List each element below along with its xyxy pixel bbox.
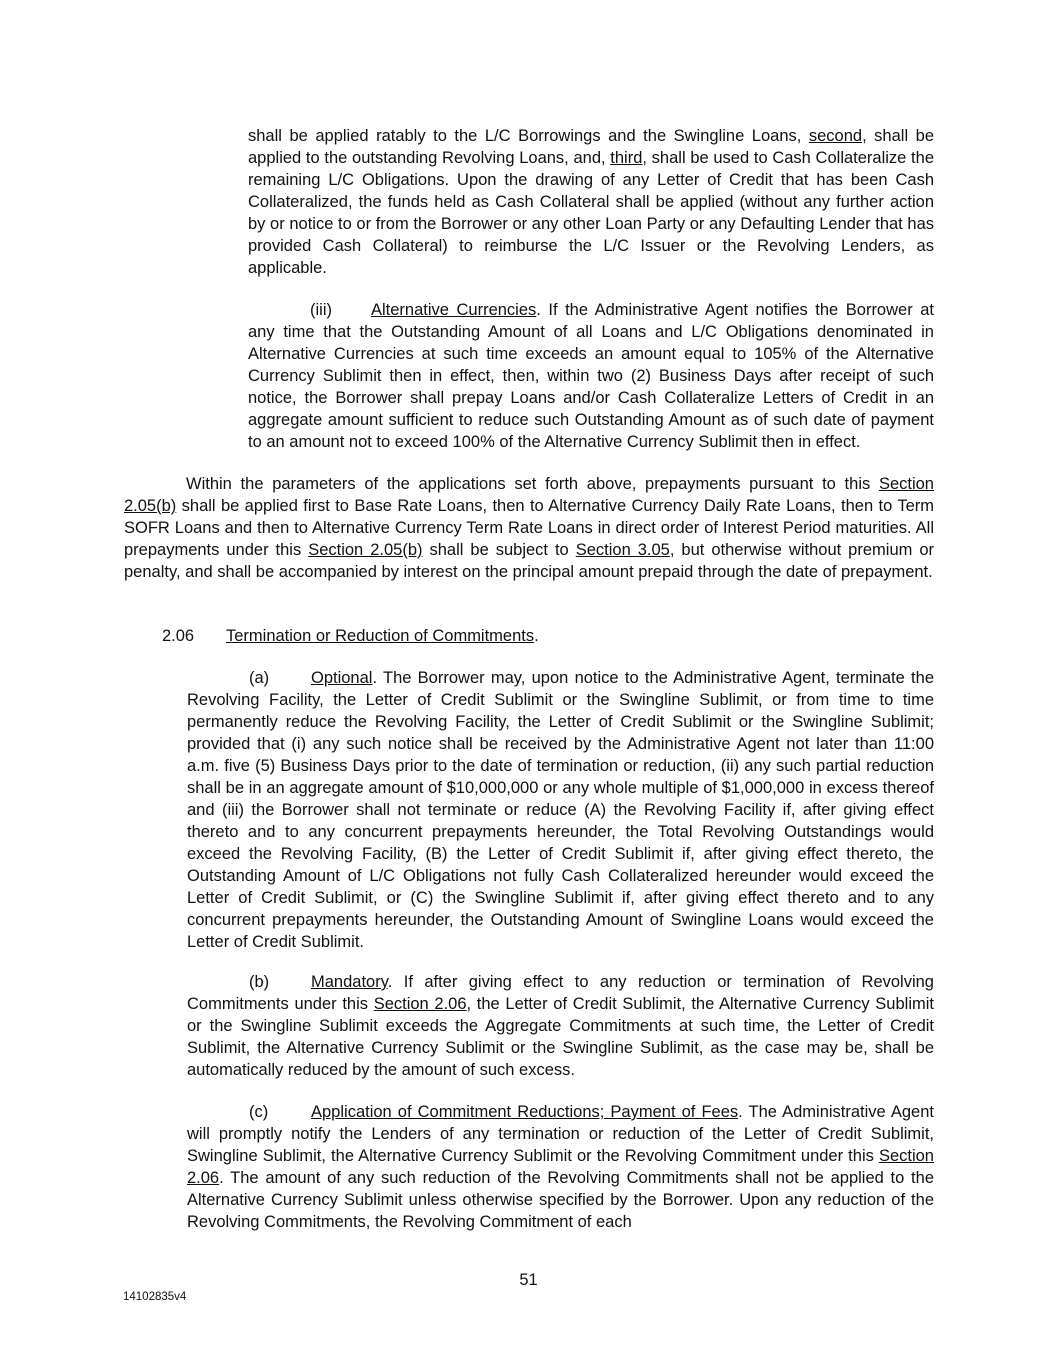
clause-number-b: (b) xyxy=(249,973,270,991)
section-ref-2-06[interactable]: Section 2.06 xyxy=(187,1147,934,1187)
page-number: 51 xyxy=(519,1271,538,1289)
paragraph-application-of-reductions: (c) Application of Commitment Reductions; Payment of Fees. The Administrative Agent will promptly notify the Lenders of any termination or reduction of the Letter of Credit Sublimit, Swingline Sublimit, the Alternative Currency Sublimit or the Revolving Commitment under this Section 2.06. The amount of any such reduction of the Revolving Commitments shall not be applied to the Alternative Currency Sublimit unless otherwise specified by the Borrower. Upon any reduction of the Revolving Commitments, the Revolving Commitment of each xyxy=(187,1103,934,1231)
heading-alternative-currencies: Alternative Currencies xyxy=(371,301,537,319)
heading-application-of-reductions: Application of Commitment Reductions; Payment of Fees xyxy=(311,1103,739,1121)
section-title: Termination or Reduction of Commitments xyxy=(226,627,535,645)
section-number: 2.06 xyxy=(162,627,195,645)
section-ref-2-06[interactable]: Section 2.06 xyxy=(373,995,467,1013)
paragraph-optional: (a) Optional. The Borrower may, upon notice to the Administrative Agent, terminate the Revolving Facility, the Letter of Credit Sublimit or the Swingline Sublimit, or from time to time permanently reduce the Revolving Facility, the Letter of Credit Sublimit or the Swingline Sublimit; provided that (i) any such notice shall be received by the Administrative Agent not later than 11:00 a.m. five (5) Business Days prior to the date of termination or reduction, (ii) any such partial reduction shall be in an aggregate amount of $10,000,000 or any whole multiple of $1,000,000 in excess thereof and (iii) the Borrower shall not terminate or reduce (A) the Revolving Facility if, after giving effect thereto and to any concurrent prepayments hereunder, the Total Revolving Outstandings would exceed the Revolving Facility, (B) the Letter of Credit Sublimit if, after giving effect thereto, the Outstanding Amount of L/C Obligations not fully Cash Collateralized hereunder would exceed the Letter of Credit Sublimit, or (C) the Swingline Sublimit if, after giving effect thereto and to any concurrent prepayments hereunder, the Outstanding Amount of Swingline Loans would exceed the Letter of Credit Sublimit. xyxy=(187,669,934,951)
paragraph-alternative-currencies: (iii) Alternative Currencies. If the Administrative Agent notifies the Borrower at any time that the Outstanding Amount of all Loans and L/C Obligations denominated in Alternative Currencies at such time exceeds an amount equal to 105% of the Alternative Currency Sublimit then in effect, then, within two (2) Business Days after receipt of such notice, the Borrower shall prepay Loans and/or Cash Collateralize Letters of Credit in an aggregate amount sufficient to reduce such Outstanding Amount as of such date of payment to an amount not to exceed 100% of the Alternative Currency Sublimit then in effect. xyxy=(248,301,934,451)
clause-number-iii: (iii) xyxy=(310,301,332,319)
section-ref-3-05[interactable]: Section 3.05 xyxy=(575,541,670,559)
paragraph-cash-collateral-application: shall be applied ratably to the L/C Borrowings and the Swingline Loans, second, shall be applied to the outstanding Revolving Loans, and, third, shall be used to Cash Collateralize the remaining L/C Obligations. Upon the drawing of any Letter of Credit that has been Cash Collateralized, the funds held as Cash Collateral shall be applied (without any further action by or notice to or from the Borrower or any other Loan Party or any Defaulting Lender that has provided Cash Collateral) to reimburse the L/C Issuer or the Revolving Lenders, as applicable. xyxy=(248,127,934,277)
heading-mandatory: Mandatory xyxy=(311,973,388,991)
ordinal-second: second xyxy=(808,127,863,145)
clause-number-c: (c) xyxy=(249,1103,269,1121)
heading-optional: Optional xyxy=(311,669,373,687)
document-id: 14102835v4 xyxy=(123,1291,187,1303)
clause-number-a: (a) xyxy=(249,669,270,687)
section-ref-2-05b[interactable]: Section 2.05(b) xyxy=(124,475,934,515)
ordinal-third: third xyxy=(610,149,643,167)
section-heading-2-06: 2.06 Termination or Reduction of Commitments. xyxy=(162,627,539,645)
paragraph-mandatory: (b) Mandatory. If after giving effect to any reduction or termination of Revolving Commitments under this Section 2.06, the Letter of Credit Sublimit, the Alternative Currency Sublimit or the Swingline Sublimit exceeds the Aggregate Commitments at such time, the Letter of Credit Sublimit, the Alternative Currency Sublimit or the Swingline Sublimit, as the case may be, shall be automatically reduced by the amount of such excess. xyxy=(187,973,934,1079)
paragraph-prepayment-order: Within the parameters of the applications set forth above, prepayments pursuant to this Section 2.05(b) shall be applied first to Base Rate Loans, then to Alternative Currency Daily Rate Loans, then to Term SOFR Loans and then to Alternative Currency Term Rate Loans in direct order of Interest Period maturities. All prepayments under this Section 2.05(b) shall be subject to Section 3.05, but otherwise without premium or penalty, and shall be accompanied by interest on the principal amount prepaid through the date of prepayment. xyxy=(124,475,935,581)
section-ref-2-05b[interactable]: Section 2.05(b) xyxy=(308,541,423,559)
